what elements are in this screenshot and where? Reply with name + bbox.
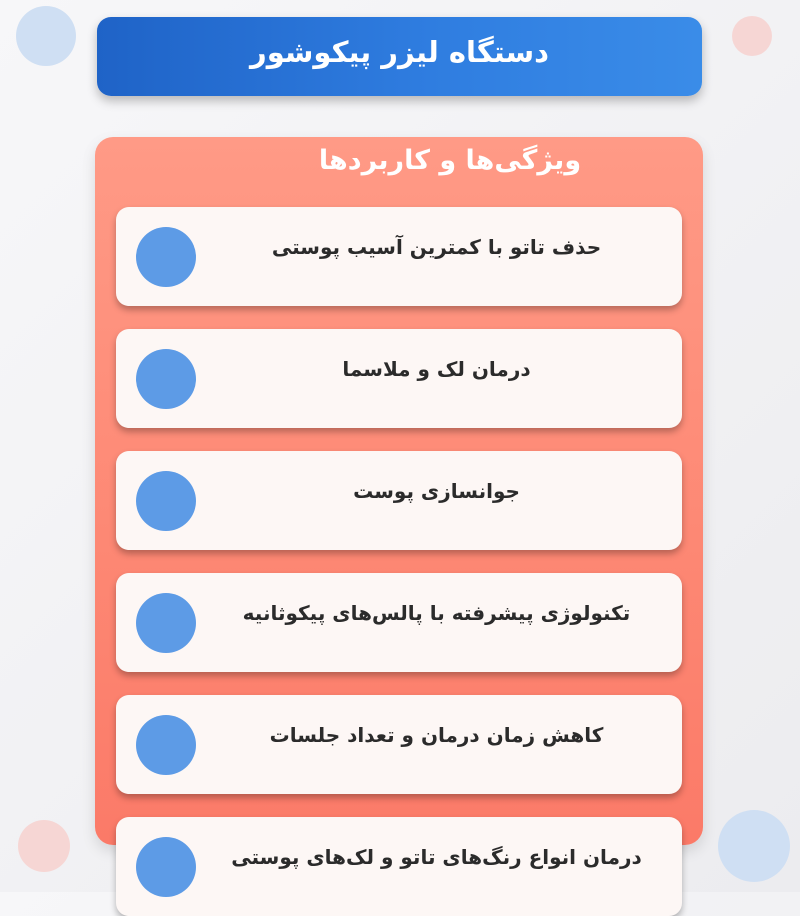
decorative-bubble-top-right (732, 16, 772, 56)
page-title: دستگاه لیزر پیکوشور (250, 34, 549, 69)
bullet-circle-icon (136, 837, 196, 897)
feature-card[interactable] (116, 573, 682, 672)
feature-label: درمان لک و ملاسما (342, 357, 531, 381)
decorative-bubble-top-left (16, 6, 76, 66)
feature-label: درمان انواع رنگ‌های تاتو و لک‌های پوستی (231, 845, 642, 869)
feature-card[interactable] (116, 207, 682, 306)
decorative-bubble-bottom-right (718, 810, 790, 882)
feature-card[interactable] (116, 329, 682, 428)
bullet-circle-icon (136, 471, 196, 531)
bullet-circle-icon (136, 227, 196, 287)
bullet-circle-icon (136, 715, 196, 775)
bullet-circle-icon (136, 349, 196, 409)
feature-card[interactable] (116, 817, 682, 916)
feature-label: جوانسازی پوست (353, 479, 520, 503)
features-panel-title: ویژگی‌ها و کاربردها (318, 145, 582, 176)
feature-label: حذف تاتو با کمترین آسیب پوستی (271, 235, 602, 259)
feature-card[interactable] (116, 695, 682, 794)
decorative-bubble-bottom-left (18, 820, 70, 872)
feature-label: کاهش زمان درمان و تعداد جلسات (269, 723, 604, 747)
feature-card[interactable] (116, 451, 682, 550)
bullet-circle-icon (136, 593, 196, 653)
feature-label: تکنولوژی پیشرفته با پالس‌های پیکوثانیه (242, 601, 631, 625)
page-header (97, 17, 702, 96)
